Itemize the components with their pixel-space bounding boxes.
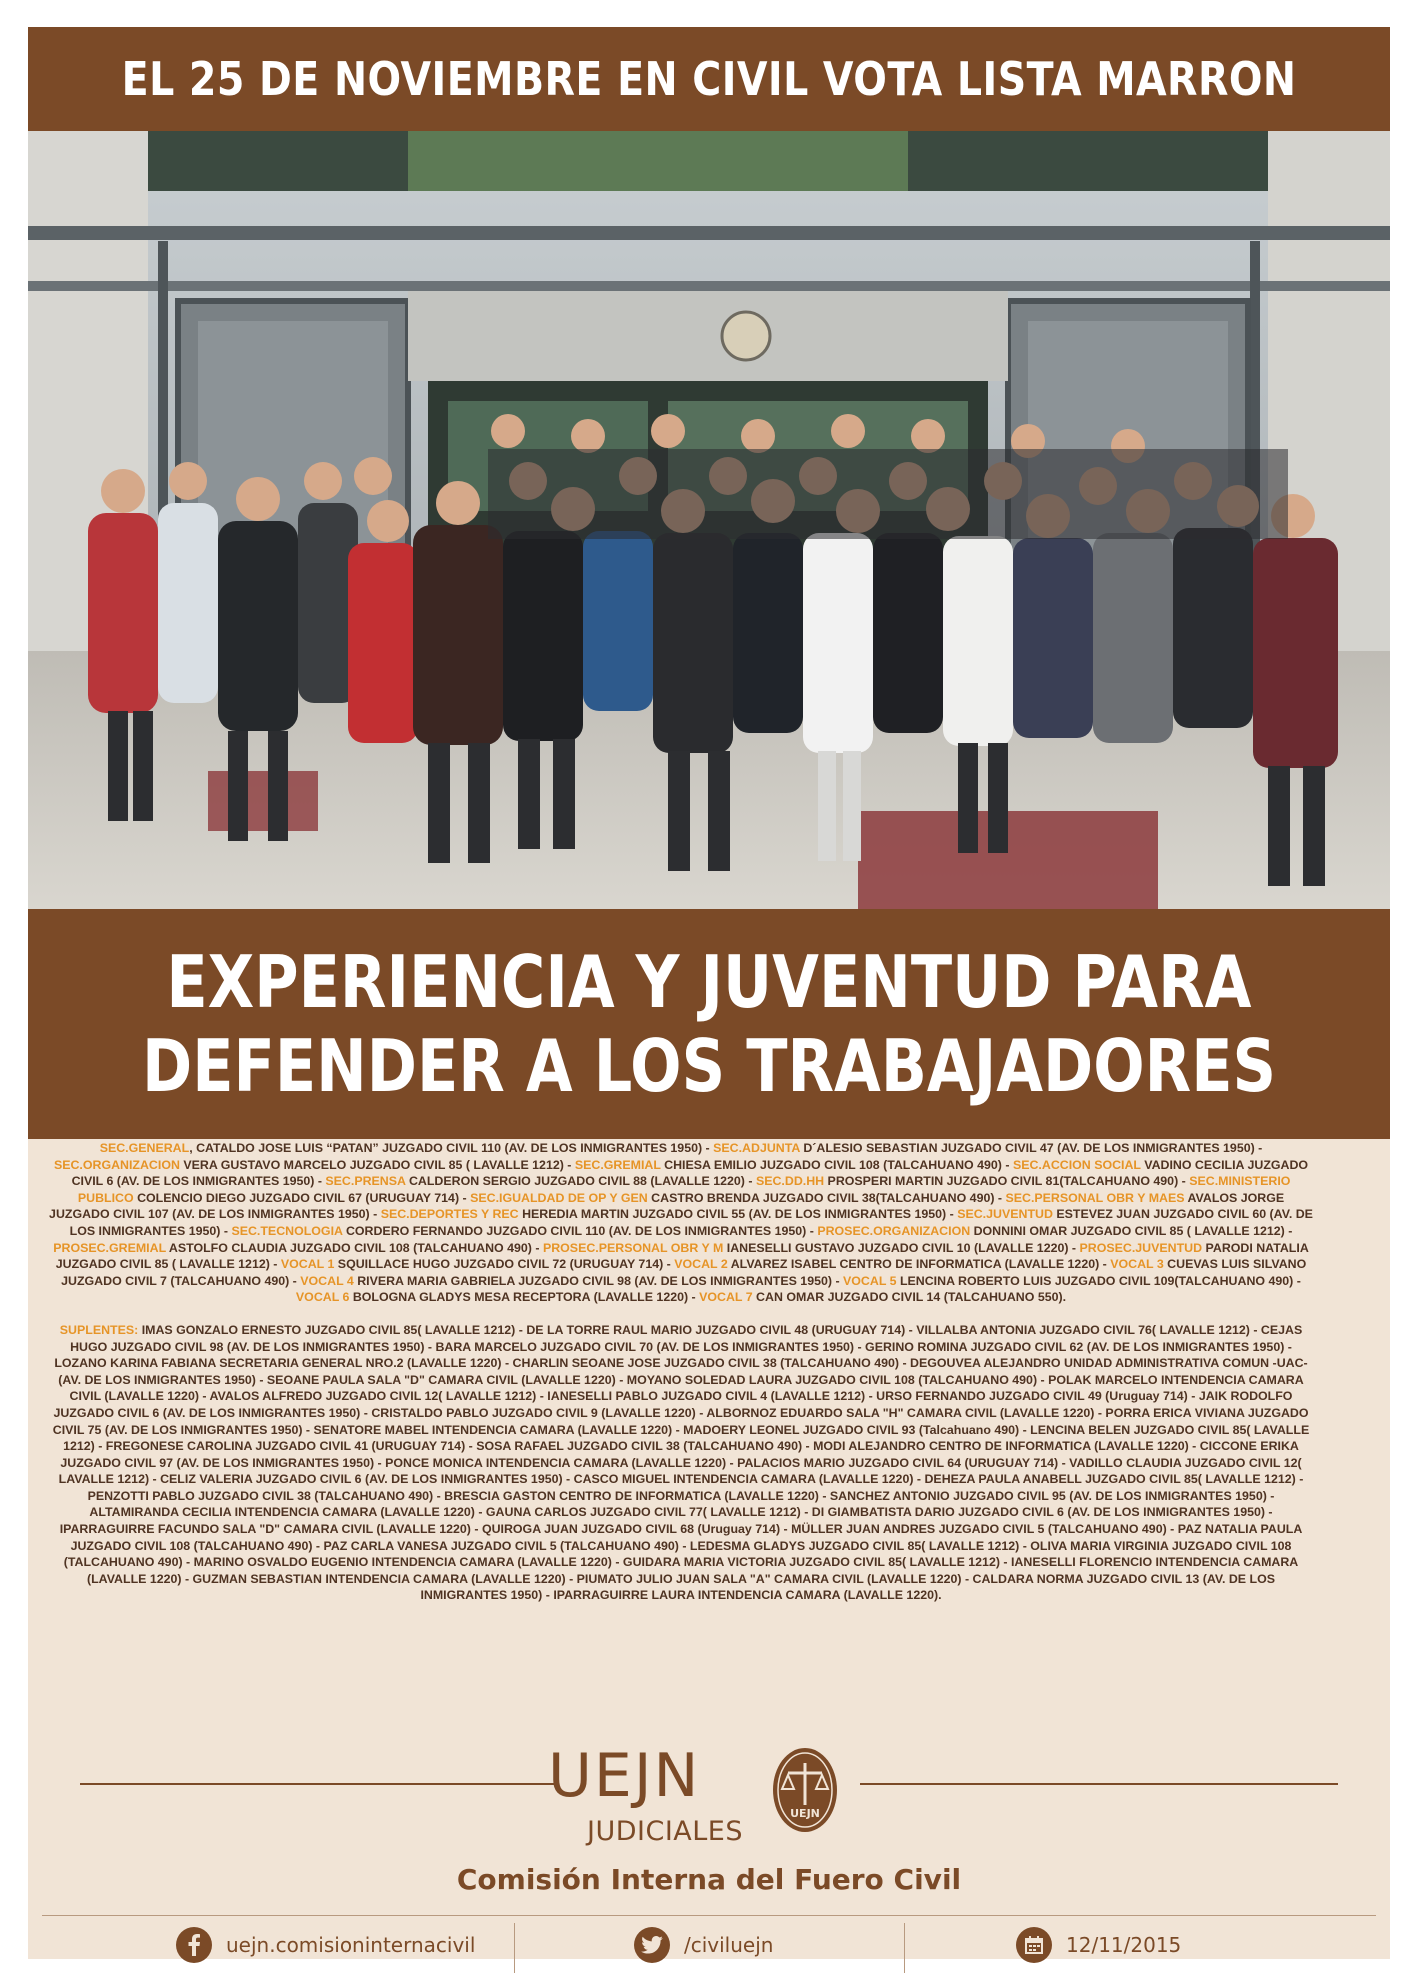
roster-role: PROSEC.ORGANIZACION — [817, 1223, 971, 1238]
roster-entry: PARODI NATALIA JUZGADO CIVIL 85 ( LAVALLE 1212) - — [55, 1240, 1309, 1272]
uejn-seal-icon — [770, 1745, 840, 1835]
commission-name: Comisión Interna del Fuero Civil — [456, 1863, 962, 1896]
roster-entry: CORDERO FERNANDO JUZGADO CIVIL 110 (AV. DE LOS INMIGRANTES 1950) - — [342, 1223, 818, 1238]
roster-role: VOCAL 5 — [843, 1273, 897, 1288]
footer-separator — [514, 1923, 515, 1973]
roster-entry: COLENCIO DIEGO JUZGADO CIVIL 67 (URUGUAY 714) - — [133, 1190, 471, 1205]
roster-role: SEC.DD.HH — [755, 1174, 825, 1189]
roster-entry: CAN OMAR JUZGADO CIVIL 14 (TALCAHUANO 550). — [752, 1290, 1067, 1305]
divider-left — [80, 1783, 555, 1785]
judiciales-text: JUDICIALES — [587, 1816, 744, 1847]
roster-role: VOCAL 1 — [280, 1257, 335, 1272]
roster-entry: AVALOS JORGE JUZGADO CIVIL 107 (AV. DE LOS INMIGRANTES 1950) - — [49, 1190, 1285, 1222]
roster-role: VOCAL 4 — [300, 1273, 354, 1288]
poster — [28, 27, 1390, 1959]
calendar-icon — [1016, 1927, 1052, 1963]
roster-role: SEC.JUVENTUD — [957, 1207, 1053, 1222]
roster-role: SEC.DEPORTES Y REC — [380, 1207, 519, 1222]
roster-entry: ESTEVEZ JUAN JUZGADO CIVIL 60 (AV. DE LOS INMIGRANTES 1950) - — [69, 1207, 1313, 1238]
roster-entry: VADINO CECILIA JUZGADO CIVIL 6 (AV. DE LOS INMIGRANTES 1950) - — [71, 1157, 1309, 1189]
roster-role: SEC.PRENSA — [325, 1174, 406, 1189]
roster-role: SEC.ADJUNTA — [713, 1141, 800, 1155]
group-photo-illustration — [28, 131, 1390, 909]
facebook-icon — [176, 1927, 212, 1963]
suplentes-label: SUPLENTES: — [59, 1322, 139, 1337]
seal-text: UEJN — [790, 1807, 820, 1820]
banner-title: EL 25 DE NOVIEMBRE EN CIVIL VOTA LISTA MARRON — [121, 52, 1297, 106]
roster-role: VOCAL 3 — [1110, 1257, 1164, 1272]
date-display — [1016, 1927, 1181, 1963]
divider-right — [860, 1783, 1338, 1785]
roster-role: SEC.TECNOLOGIA — [231, 1223, 343, 1238]
date-text: 12/11/2015 — [1066, 1933, 1182, 1957]
roster-entry: SQUILLACE HUGO JUZGADO CIVIL 72 (URUGUAY 714) - — [334, 1257, 675, 1272]
uejn-logo-text: UEJN — [548, 1741, 701, 1811]
suplentes-text: IMAS GONZALO ERNESTO JUZGADO CIVIL 85( LAVALLE 1212) - DE LA TORRE RAUL MARIO JUZGADO CIVIL 48 (URUGUAY 714) - VILLALBA ANTONIA JUZGADO CIVIL 76( LAVALLE 1212) - CEJAS HUGO JUZGADO CIVIL 98 (AV. DE LOS INMIGRANTES 1950) - BARA MARCELO JUZGADO CIVIL 70 (AV. DE LOS INMIGRANTES 1950) - GERINO ROMINA JUZGADO CIVIL 62 (AV. DE LOS INMIGRANTES 1950) - LOZANO KARINA FABIANA SECRETARIA GENERAL NRO.2 (LAVALLE 1220) - CHARLIN SEOANE JOSE JUZGADO CIVIL 38 (TALCAHUANO 490) - DEGOUVEA ALEJANDRO UNIDAD ADMINISTRATIVA COMUN -UAC- (AV. DE LOS INMIGRANTES 1950) - SEOANE PAULA SALA "D" CAMARA CIVIL (LAVALLE 1220) - MOYANO SOLEDAD LAURA JUZGADO CIVIL 108 (TALCAHUANO 490) - POLAK MARCELO INTENDENCIA CAMARA CIVIL (LAVALLE 1220) - AVALOS ALFREDO JUZGADO CIVIL 12( LAVALLE 1212) - IANESELLI PABLO JUZGADO CIVIL 4 (LAVALLE 1212) - URSO FERNANDO JUZGADO CIVIL 49 (Uruguay 714) - JAIK RODOLFO JUZGADO CIVIL 6 (AV. DE LOS INMIGRANTES 1950) - CRISTALDO PABLO JUZGADO CIVIL 9 (LAVALLE 1220) - ALBORNOZ EDUARDO SALA "H" CAMARA CIVIL (LAVALLE 1220) - PORRA ERICA VIVIANA JUZGADO CIVIL 75 (AV. DE LOS INMIGRANTES 1950) - SENATORE MABEL INTENDENCIA CAMARA (LAVALLE 1220) - MADOERY LEONEL JUZGADO CIVIL 93 (Talcahuano 490) - LENCINA BELEN JUZGADO CIVIL 85( LAVALLE 1212) - FREGONESE CAROLINA JUZGADO CIVIL 41 (URUGUAY 714) - SOSA RAFAEL JUZGADO CIVIL 38 (TALCAHUANO 490) - MODI ALEJANDRO CENTRO DE INFORMATICA (LAVALLE 1220) - CICCONE ERIKA JUZGADO CIVIL 97 (AV. DE LOS INMIGRANTES 1950) - PONCE MONICA INTENDENCIA CAMARA (LAVALLE 1220) - PALACIOS MARIO JUZGADO CIVIL 64 (URUGUAY 714) - VADILLO CLAUDIA JUZGADO CIVIL 12( LAVALLE 1212) - CELIZ VALERIA JUZGADO CIVIL 6 (AV. DE LOS INMIGRANTES 1950) - CASCO MIGUEL INTENDENCIA CAMARA (LAVALLE 1220) - DEHEZA PAULA ANABELL JUZGADO CIVIL 85( LAVALLE 1212) - PENZOTTI PABLO JUZGADO CIVIL 38 (TALCAHUANO 490) - BRESCIA GASTON CENTRO DE INFORMATICA (LAVALLE 1220) - SANCHEZ ANTONIO JUZGADO CIVIL 95 (AV. DE LOS INMIGRANTES 1950) - ALTAMIRANDA CECILIA INTENDENCIA CAMARA (LAVALLE 1220) - GAUNA CARLOS JUZGADO CIVIL 77( LAVALLE 1212) - DI GIAMBATISTA DARIO JUZGADO CIVIL 6 (AV. DE LOS INMIGRANTES 1950) - IPARRAGUIRRE FACUNDO SALA "D" CAMARA CIVIL (LAVALLE 1220) - QUIROGA JUAN JUZGADO CIVIL 68 (Uruguay 714) - MÜLLER JUAN ANDRES JUZGADO CIVIL 5 (TALCAHUANO 490) - PAZ NATALIA PAULA JUZGADO CIVIL 108 (TALCAHUANO 490) - PAZ CARLA VANESA JUZGADO CIVIL 5 (TALCAHUANO 490) - LEDESMA GLADYS JUZGADO CIVIL 85( LAVALLE 1212) - OLIVA MARIA VIRGINIA JUZGADO CIVIL 108 (TALCAHUANO 490) - MARINO OSVALDO EUGENIO INTENDENCIA CAMARA (LAVALLE 1220) - GUIDARA MARIA VICTORIA JUZGADO CIVIL 85( LAVALLE 1212) - IANESELLI FLORENCIO INTENDENCIA CAMARA (LAVALLE 1220) - GUZMAN SEBASTIAN INTENDENCIA CAMARA (LAVALLE 1220) - PIUMATO JULIO JUAN SALA "A" CAMARA CIVIL (LAVALLE 1220) - CALDARA NORMA JUZGADO CIVIL 13 (AV. DE LOS INMIGRANTES 1950) - IPARRAGUIRRE LAURA INTENDENCIA CAMARA (LAVALLE 1220). — [52, 1322, 1310, 1603]
slogan-line-1: EXPERIENCIA Y JUVENTUD PARA — [166, 940, 1252, 1024]
roster-entry: D´ALESIO SEBASTIAN JUZGADO CIVIL 47 (AV. DE LOS INMIGRANTES 1950) - — [799, 1141, 1263, 1155]
roster-role: SEC.PERSONAL OBR Y MAES — [1005, 1190, 1185, 1205]
roster-main — [46, 1140, 1316, 1306]
roster-role: PROSEC.PERSONAL OBR Y M — [542, 1240, 724, 1255]
top-banner — [28, 27, 1390, 131]
roster-role: SEC.ACCION SOCIAL — [1012, 1157, 1141, 1172]
roster-role: PROSEC.GREMIAL — [53, 1240, 166, 1255]
roster-entry: CUEVAS LUIS SILVANO JUZGADO CIVIL 7 (TALCAHUANO 490) - — [61, 1257, 1307, 1288]
twitter-link[interactable] — [634, 1927, 773, 1963]
roster-entry: ASTOLFO CLAUDIA JUZGADO CIVIL 108 (TALCAHUANO 490) - — [165, 1240, 543, 1255]
footer-separator — [904, 1923, 905, 1973]
roster-entry: , CATALDO JOSE LUIS “PATAN” JUZGADO CIVIL 110 (AV. DE LOS INMIGRANTES 1950) - — [189, 1141, 714, 1155]
twitter-icon — [634, 1927, 670, 1963]
roster-entry: ALVAREZ ISABEL CENTRO DE INFORMATICA (LAVALLE 1220) - — [727, 1257, 1111, 1272]
roster-role: SEC.GREMIAL — [574, 1157, 661, 1172]
group-photo — [28, 131, 1390, 909]
roster-entry: BOLOGNA GLADYS MESA RECEPTORA (LAVALLE 1220) - — [349, 1290, 700, 1305]
roster-role: SEC.MINISTERIO PUBLICO — [77, 1174, 1291, 1205]
footer-divider — [42, 1915, 1376, 1916]
slogan-line-2: DEFENDER A LOS TRABAJADORES — [141, 1024, 1277, 1108]
roster-entry: CHIESA EMILIO JUZGADO CIVIL 108 (TALCAHUANO 490) - — [660, 1157, 1013, 1172]
slogan-banner — [28, 909, 1390, 1139]
twitter-handle: /civiluejn — [684, 1933, 774, 1957]
roster-entry: VERA GUSTAVO MARCELO JUZGADO CIVIL 85 ( LAVALLE 1212) - — [179, 1157, 575, 1172]
roster-role: PROSEC.JUVENTUD — [1079, 1240, 1203, 1255]
roster-role: SEC.IGUALDAD DE OP Y GEN — [470, 1190, 648, 1205]
roster-entry: HEREDIA MARTIN JUZGADO CIVIL 55 (AV. DE LOS INMIGRANTES 1950) - — [518, 1207, 958, 1222]
candidate-roster — [46, 1140, 1316, 1604]
roster-entry: DONNINI OMAR JUZGADO CIVIL 85 ( LAVALLE 1212) - — [970, 1223, 1293, 1238]
roster-role: VOCAL 7 — [699, 1290, 753, 1305]
roster-role: SEC.GENERAL — [99, 1141, 190, 1155]
roster-role: SEC.ORGANIZACION — [53, 1157, 180, 1172]
roster-entry: IANESELLI GUSTAVO JUZGADO CIVIL 10 (LAVALLE 1220) - — [723, 1240, 1080, 1255]
facebook-handle: uejn.comisioninternacivil — [226, 1933, 476, 1957]
roster-role: VOCAL 6 — [295, 1290, 350, 1305]
roster-entry: LENCINA ROBERTO LUIS JUZGADO CIVIL 109(TALCAHUANO 490) - — [896, 1273, 1301, 1288]
roster-role: VOCAL 2 — [674, 1257, 728, 1272]
roster-entry: CASTRO BRENDA JUZGADO CIVIL 38(TALCAHUANO 490) - — [647, 1190, 1006, 1205]
facebook-link[interactable] — [176, 1927, 475, 1963]
roster-entry: PROSPERI MARTIN JUZGADO CIVIL 81(TALCAHUANO 490) - — [824, 1174, 1190, 1189]
roster-entry: CALDERON SERGIO JUZGADO CIVIL 88 (LAVALLE 1220) - — [405, 1174, 756, 1189]
roster-suplentes — [46, 1322, 1316, 1604]
roster-entry: RIVERA MARIA GABRIELA JUZGADO CIVIL 98 (AV. DE LOS INMIGRANTES 1950) - — [353, 1273, 844, 1288]
